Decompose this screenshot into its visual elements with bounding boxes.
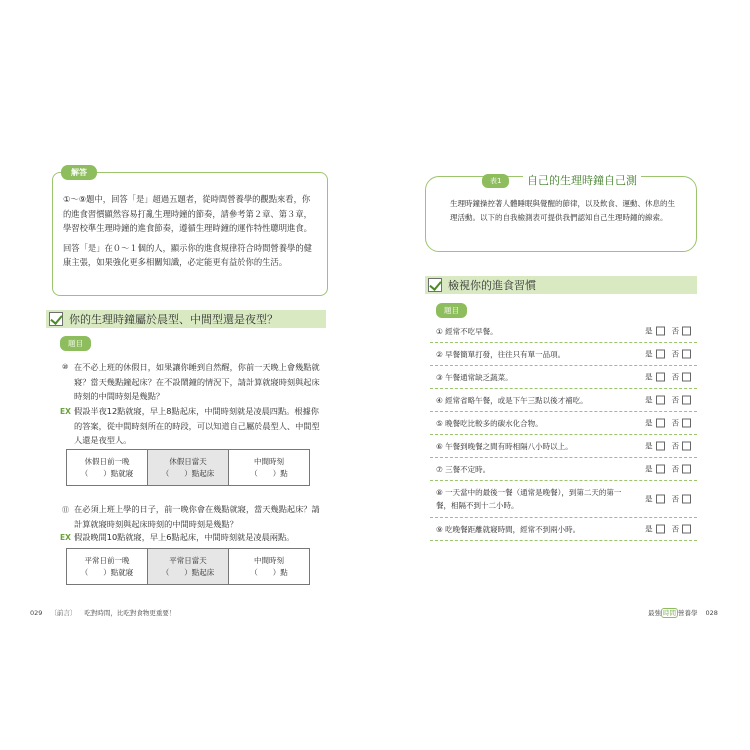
no-label: 否 <box>671 395 679 405</box>
no-checkbox[interactable] <box>682 327 691 336</box>
list-item <box>430 435 697 458</box>
no-checkbox[interactable] <box>682 373 691 382</box>
yes-checkbox[interactable] <box>656 442 665 451</box>
no-checkbox[interactable] <box>682 419 691 428</box>
yes-label: 是 <box>645 349 653 359</box>
book-title <box>648 608 698 617</box>
item-text: ⑤ 晚餐吃比較多的碳水化合物。 <box>436 418 543 428</box>
answer-tag: 解答 <box>61 165 97 180</box>
no-label: 否 <box>671 524 679 534</box>
yes-checkbox[interactable] <box>656 465 665 474</box>
answer-box <box>52 168 328 296</box>
table-cell <box>148 549 229 585</box>
book-title-part: 營養學 <box>678 609 698 617</box>
no-label: 否 <box>671 464 679 474</box>
cell-head: 中間時刻 <box>254 456 284 466</box>
yes-label: 是 <box>645 372 653 382</box>
answer-table-q10 <box>66 449 310 486</box>
item-text: ⑦ 三餐不定時。 <box>436 464 491 474</box>
chapter-title: 吃對時間，比吃對食物更重要！ <box>84 609 176 617</box>
yes-no-options <box>645 524 695 535</box>
cell-fill: （ ）點就寢 <box>80 567 134 577</box>
yes-label: 是 <box>645 464 653 474</box>
yes-no-options <box>645 441 695 452</box>
item-text: ② 早餐簡單打發，往往只有單一品項。 <box>436 349 566 359</box>
yes-checkbox[interactable] <box>656 525 665 534</box>
no-checkbox[interactable] <box>682 396 691 405</box>
yes-no-options <box>645 494 695 505</box>
question-10-text: 在不必上班的休假日，如果讓你睡到自然醒，你前一天晚上會幾點就寢？當天幾點鐘起床？在不設鬧鐘的情況下，請計算就寢時刻與起床時刻的中間時刻是幾點？ <box>74 362 320 402</box>
table-cell <box>229 450 310 486</box>
book-title-part: 時間 <box>663 609 676 617</box>
yes-label: 是 <box>645 326 653 336</box>
cell-head: 中間時刻 <box>254 555 284 565</box>
page-number: 028 <box>705 608 718 617</box>
answer-table-q11 <box>66 548 310 585</box>
example-label: EX <box>60 533 71 542</box>
no-label: 否 <box>671 418 679 428</box>
yes-no-options <box>645 349 695 360</box>
item-text: ④ 經常省略午餐，或是下午三點以後才補吃。 <box>436 395 588 405</box>
yes-label: 是 <box>645 441 653 451</box>
section-title: 檢視你的進食習慣 <box>448 279 536 292</box>
section-header-chronotype <box>46 310 326 328</box>
yes-no-options <box>645 464 695 475</box>
yes-label: 是 <box>645 418 653 428</box>
eating-habit-checklist <box>430 320 697 541</box>
cell-head: 平常日當天 <box>169 555 207 565</box>
question-tag: 題目 <box>436 303 467 318</box>
list-item <box>430 458 697 481</box>
table-cell <box>148 450 229 486</box>
list-item <box>430 366 697 389</box>
list-item <box>430 343 697 366</box>
answer-paragraph-2: 回答「是」在０～１個的人，顯示你的進食規律符合時間營養學的健康主張，如果強化更多相關知識，必定能更有益於你的生活。 <box>63 242 312 268</box>
chapter-label: 〔前言〕 <box>50 609 77 617</box>
no-label: 否 <box>671 349 679 359</box>
cell-fill: （ ）點起床 <box>161 567 215 577</box>
list-item <box>430 518 697 541</box>
yes-no-options <box>645 395 695 406</box>
yes-checkbox[interactable] <box>656 396 665 405</box>
book-title-part: 最強 <box>648 609 661 617</box>
table1-text: 生理時鐘操控著人體睡眠與覺醒的節律，以及飲食、運動、休息的生理活動。以下的自我檢測表可提供我們認知自己生理時鐘的線索。 <box>450 199 675 222</box>
no-label: 否 <box>671 494 679 504</box>
item-text: ① 經常不吃早餐。 <box>436 326 498 336</box>
list-item <box>430 412 697 435</box>
cell-head: 平常日前一晚 <box>84 555 130 565</box>
item-text: ⑥ 午餐到晚餐之間有時相隔八小時以上。 <box>436 441 573 451</box>
yes-no-options <box>645 418 695 429</box>
no-checkbox[interactable] <box>682 465 691 474</box>
section-title: 你的生理時鐘屬於晨型、中間型還是夜型？ <box>69 313 278 326</box>
checkbox-icon <box>49 312 63 326</box>
table-cell <box>67 450 148 486</box>
no-checkbox[interactable] <box>682 350 691 359</box>
left-footer <box>30 608 175 617</box>
no-label: 否 <box>671 326 679 336</box>
cell-fill: （ ）點就寢 <box>80 468 134 478</box>
cell-fill: （ ）點起床 <box>161 468 215 478</box>
answer-paragraph-1: ①～⑨題中，回答「是」超過五題者，從時間營養學的觀點來看，你的進食習慣顯然容易打亂生理時鐘的節奏，請參考第２章、第３章，學習校準生理時鐘的進食節奏，遵循生理時鐘的運作特性聰明進食。 <box>63 194 312 234</box>
checkbox-icon <box>428 278 442 292</box>
cell-fill: （ ）點 <box>250 567 288 577</box>
no-label: 否 <box>671 372 679 382</box>
no-checkbox[interactable] <box>682 525 691 534</box>
yes-checkbox[interactable] <box>656 350 665 359</box>
question-number: ⑩ <box>62 363 69 371</box>
yes-label: 是 <box>645 494 653 504</box>
yes-checkbox[interactable] <box>656 495 665 504</box>
table1-title: 自己的生理時鐘自己測 <box>523 172 641 188</box>
yes-no-options <box>645 326 695 337</box>
cell-fill: （ ）點 <box>250 468 288 478</box>
question-tag: 題目 <box>60 336 91 351</box>
yes-label: 是 <box>645 524 653 534</box>
yes-label: 是 <box>645 395 653 405</box>
yes-checkbox[interactable] <box>656 327 665 336</box>
cell-head: 休假日當天 <box>169 456 207 466</box>
question-11-text: 在必須上班上學的日子，前一晚你會在幾點就寢，當天幾點起床？請計算就寢時刻與起床時刻的中間時刻是幾點？ <box>74 504 320 529</box>
yes-no-options <box>645 372 695 383</box>
question-number: ⑪ <box>62 506 69 514</box>
page-number: 029 <box>30 608 43 617</box>
list-item <box>430 320 697 343</box>
item-text: ⑧ 一天當中的最後一餐（通常是晚餐），到第二天的第一餐，相隔不到十二小時。 <box>436 488 622 510</box>
yes-checkbox[interactable] <box>656 419 665 428</box>
table1-tag: 表1 <box>482 174 509 188</box>
list-item <box>430 481 697 518</box>
question-10-example: 假設半夜12點就寢，早上8點起床，中間時刻就是凌晨四點。根據你的答案，從中間時刻所在的時段，可以知道自己屬於晨型人、中間型人還是夜型人。 <box>74 406 320 446</box>
section-header-eating-habits <box>425 276 697 294</box>
right-footer <box>648 608 718 617</box>
question-11-example: 假設晚間10點就寢，早上6點起床，中間時刻就是凌晨兩點。 <box>74 532 295 542</box>
list-item <box>430 389 697 412</box>
item-text: ⑨ 吃晚餐距離就寢時間，經常不到兩小時。 <box>436 524 581 534</box>
table-cell <box>229 549 310 585</box>
item-text: ③ 午餐通常缺乏蔬菜。 <box>436 372 513 382</box>
no-checkbox[interactable] <box>682 442 691 451</box>
example-label: EX <box>60 407 71 416</box>
table-cell <box>67 549 148 585</box>
cell-head: 休假日前一晚 <box>84 456 130 466</box>
no-checkbox[interactable] <box>682 495 691 504</box>
yes-checkbox[interactable] <box>656 373 665 382</box>
no-label: 否 <box>671 441 679 451</box>
